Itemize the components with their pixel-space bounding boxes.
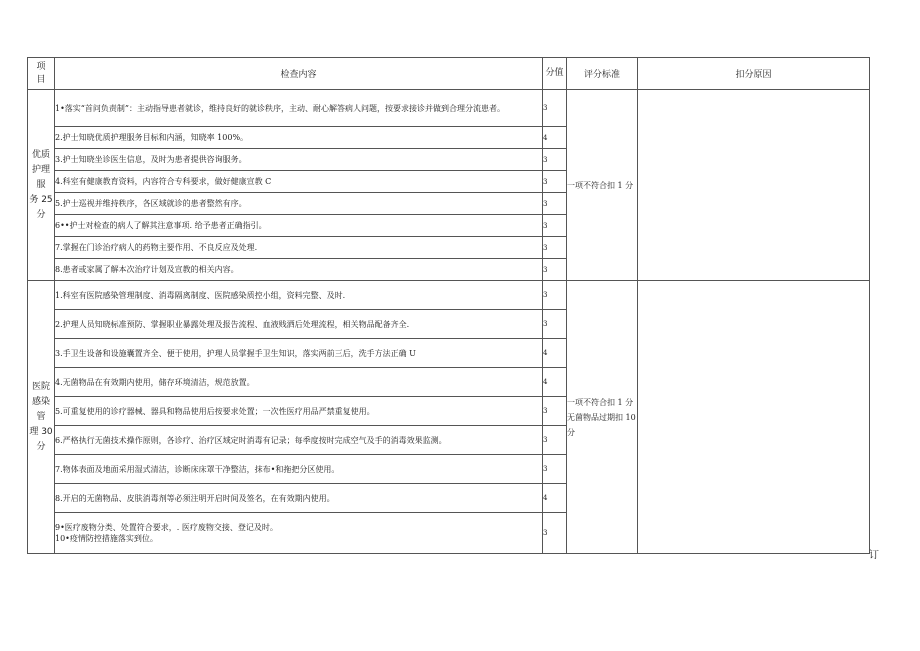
section-name-line: 务 25: [29, 194, 53, 205]
section-name: [28, 90, 55, 281]
score-value: 4: [543, 127, 567, 149]
check-content: 4.科室有健康教育资料，内容符合专科要求，做好健康宣教 C: [55, 171, 543, 193]
header-content: 检查内容: [55, 58, 543, 90]
section-name-line: 感染管: [31, 396, 50, 422]
score-value: 4: [543, 368, 567, 397]
section-name: [28, 281, 55, 554]
score-value: 3: [543, 215, 567, 237]
section-name-line: 优质: [31, 149, 50, 160]
score-value: 3: [543, 90, 567, 127]
header-score: 分值: [543, 58, 567, 90]
check-content: 6••护士对检查的病人了解其注意事项. 给予患者正确指引。: [55, 215, 543, 237]
check-content: 4.无菌物品在有效期内使用，储存环境清洁，规范放置。: [55, 368, 543, 397]
score-value: 3: [543, 310, 567, 339]
header-row: [28, 58, 870, 90]
header-reason: 扣分原因: [638, 58, 870, 90]
table-row: [28, 90, 870, 127]
deduction-reason-cell: [638, 281, 870, 554]
score-value: 3: [543, 513, 567, 554]
section-name-line: 分: [36, 209, 46, 220]
scoring-standard: 一项不符合扣 1 分: [567, 90, 638, 281]
table-row: [28, 281, 870, 310]
score-value: 3: [543, 281, 567, 310]
section-name-line: 医院: [31, 381, 50, 392]
score-value: 3: [543, 149, 567, 171]
scoring-standard: 一项不符合扣 1 分无菌物品过期扣 10 分: [567, 281, 638, 554]
check-content: 3.手卫生设备和设施囊置齐全、便于使用，护理人员掌握手卫生知识，落实两前三后，洗手方法正确 U: [55, 339, 543, 368]
header-standard: 评分标准: [567, 58, 638, 90]
score-value: 3: [543, 397, 567, 426]
check-content: 2.护理人员知晓标准预防、掌握职业暴露处理及报告流程、血液贱洒后处理流程，相关物品配备齐全.: [55, 310, 543, 339]
score-value: 4: [543, 339, 567, 368]
check-content: 2.护士知晓优质护理服务目标和内涵，知晓率 100%。: [55, 127, 543, 149]
check-content: 6.严格执行无菌技术操作原则，各诊疗、治疗区域定时消毒有记录；每季度按时完成空气及手的消毒效果监测。: [55, 426, 543, 455]
section-name-line: 分: [36, 441, 46, 452]
header-item: 项目: [28, 58, 55, 90]
score-value: 4: [543, 484, 567, 513]
score-value: 3: [543, 193, 567, 215]
check-content: 9•医疗废物分类、处置符合要求，. 医疗废物交接、登记及时。 10•疫情防控措施落实到位。: [55, 513, 543, 554]
score-value: 3: [543, 171, 567, 193]
check-content: 3.护士知晓坐诊医生信息，及时为患者提供咨询服务。: [55, 149, 543, 171]
score-value: 3: [543, 426, 567, 455]
check-content: 8.开启的无菌物品、皮肤消毒剂等必须注明开启时间及签名，在有效期内使用。: [55, 484, 543, 513]
check-content: 5.可重复使用的诊疗器械、器具和物品使用后按要求处置；一次性医疗用品严禁重复使用。: [55, 397, 543, 426]
section-name-line: 护理服: [31, 164, 50, 190]
deduction-reason-cell: [638, 90, 870, 281]
score-value: 3: [543, 259, 567, 281]
check-content: 8.患者或家属了解本次治疗计划及宣教的相关内容。: [55, 259, 543, 281]
check-content: 5.护士巡视并维持秩序，各区域就诊的患者整然有序。: [55, 193, 543, 215]
section-name-line: 理 30: [29, 426, 53, 437]
check-content: 7.物体表面及地面采用湿式清洁，诊断床床罩干净整洁，抹布•和拖把分区使用。: [55, 455, 543, 484]
check-content: 1•落实“首问负责制”：主动指导患者就诊，维持良好的就诊秩序，主动、耐心解答病人问题，按要求接诊并做到合理分流患者。: [55, 90, 543, 127]
score-value: 3: [543, 237, 567, 259]
inspection-table: [27, 57, 870, 554]
score-value: 3: [543, 455, 567, 484]
check-content: 1.科室有医院感染管理制度、消毒隔离制度、医院感染质控小组，资料完整、及时.: [55, 281, 543, 310]
binding-mark: 订: [869, 550, 879, 561]
check-content: 7.掌握在门诊治疗病人的药物主要作用、不良反应及处理.: [55, 237, 543, 259]
